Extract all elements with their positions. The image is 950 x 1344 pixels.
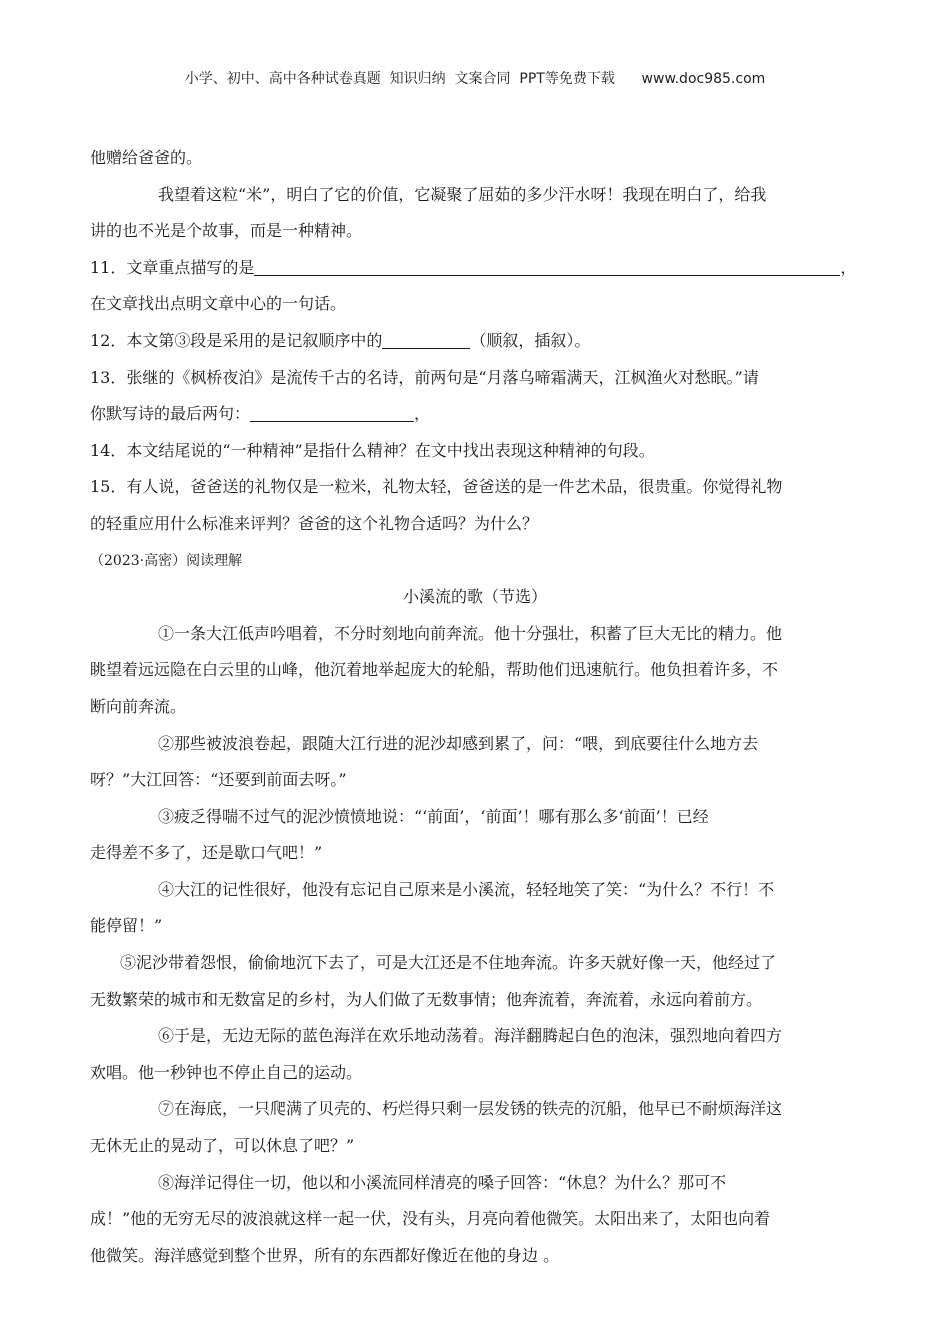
answer-blank-12[interactable]: [382, 330, 470, 349]
text-line: 讲的也不光是个故事，而是一种精神。: [90, 221, 363, 241]
passage-line: 欢唱。他一秒钟也不停止自己的运动。: [90, 1062, 363, 1082]
document-body: [90, 140, 860, 1274]
passage-line: 呀？”大江回答：“还要到前面去呀。”: [90, 770, 347, 790]
section-source: （2023·高密）阅读理解: [90, 552, 243, 569]
question-12: [90, 323, 860, 360]
question-13-text: 你默写诗的最后两句：: [90, 404, 251, 424]
passage-line: 眺望着远远隐在白云里的山峰，他沉着地举起庞大的轮船，帮助他们迅速航行。他负担着许多，不: [90, 660, 779, 680]
question-15: 15．有人说，爸爸送的礼物仅是一粒米，礼物太轻，爸爸送的是一件艺术品，很贵重。你觉得礼物: [90, 477, 783, 497]
passage-line: 无休无止的晃动了，可以休息了吧？”: [90, 1136, 355, 1156]
question-13-cont: [90, 396, 860, 433]
passage-line: ①一条大江低声吟唱着，不分时刻地向前奔流。他十分强壮，积蓄了巨大无比的精力。他: [158, 623, 783, 643]
text-line: 我望着这粒“米”，明白了它的价值，它凝聚了屈茹的多少汗水呀！我现在明白了，给我: [158, 184, 767, 204]
passage-line: ⑧海洋记得住一切，他以和小溪流同样清亮的嗓子回答：“休息？为什么？那可不: [158, 1172, 727, 1192]
question-12-text: 12．本文第③段是采用的是记叙顺序中的: [90, 330, 383, 350]
passage-line: ⑦在海底，一只爬满了贝壳的、朽烂得只剩一层发锈的铁壳的沉船，他早已不耐烦海洋这: [158, 1099, 783, 1119]
page-header: 小学、初中、高中各种试卷真题 知识归纳 文案合同 PPT等免费下载 www.doc985.com: [184, 71, 766, 87]
passage-line: ④大江的记性很好，他没有忘记自己原来是小溪流，轻轻地笑了笑：“为什么？不行！不: [158, 879, 775, 899]
question-15-cont: 的轻重应用什么标准来评判？爸爸的这个礼物合适吗？为什么？: [90, 513, 539, 533]
passage-line: 断向前奔流。: [90, 696, 187, 716]
question-11-cont: 在文章找出点明文章中心的一句话。: [90, 294, 347, 314]
passage-line: 他微笑。海洋感觉到整个世界，所有的东西都好像近在他的身边 。: [90, 1245, 560, 1265]
passage-line: 走得差不多了，还是歇口气吧！”: [90, 843, 323, 863]
text-line: 他赠给爸爸的。: [90, 148, 203, 167]
passage-line: ⑥于是，无边无际的蓝色海洋在欢乐地动荡着。海洋翻腾起白色的泡沫，强烈地向着四方: [158, 1026, 783, 1046]
question-11-text: 11．文章重点描写的是: [90, 257, 255, 277]
passage-title: 小溪流的歌（节选）: [402, 587, 547, 607]
question-11: [90, 250, 860, 287]
answer-blank-13[interactable]: [250, 403, 414, 422]
passage-line: 能停留！”: [90, 916, 163, 936]
question-14: 14．本文结尾说的“一种精神”是指什么精神？在文中找出表现这种精神的句段。: [90, 440, 655, 460]
question-11-comma: ，: [840, 257, 857, 277]
answer-blank-11[interactable]: [254, 257, 840, 276]
passage-line: ②那些被波浪卷起，跟随大江行进的泥沙却感到累了，问：“喂，到底要往什么地方去: [158, 733, 759, 753]
question-13-comma: ，: [414, 404, 431, 424]
question-12-options: （顺叙，插叙）。: [470, 330, 591, 350]
passage-line: 无数繁荣的城市和无数富足的乡村，为人们做了无数事情；他奔流着，奔流着，永远向着前方。: [90, 989, 763, 1009]
passage-line: ⑤泥沙带着怨恨，偷偷地沉下去了，可是大江还是不住地奔流。许多天就好像一天，他经过了: [120, 953, 777, 973]
passage-line: ③疲乏得喘不过气的泥沙愤愤地说：“‘前面’，‘前面’！哪有那么多‘前面’！已经: [158, 806, 709, 826]
passage-line: 成！”他的无穷无尽的波浪就这样一起一伏，没有头，月亮向着他微笑。太阳出来了，太阳也向着: [90, 1209, 771, 1229]
question-13: 13．张继的《枫桥夜泊》是流传千古的名诗，前两句是“月落乌啼霜满天，江枫渔火对愁眠。”请: [90, 367, 759, 387]
